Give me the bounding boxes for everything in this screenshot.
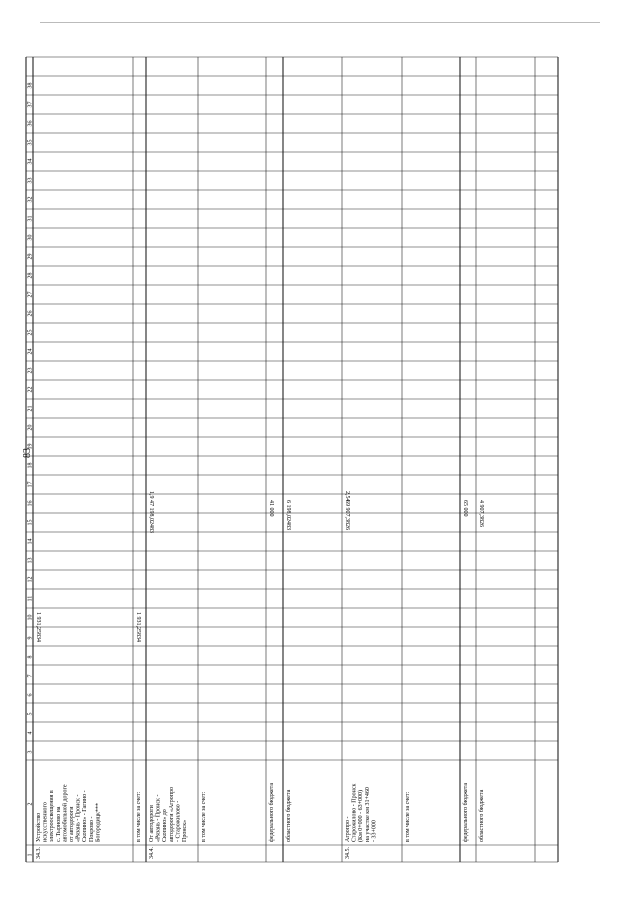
row-name-line: областного бюджета [479,789,485,842]
row-number: 34.3. [36,847,42,859]
page-number: 83 [22,448,33,458]
column-number: 28 [27,272,34,279]
column-number: 36 [27,120,34,127]
column-number: 16 [27,500,34,507]
row-name-line: - 33+000 [371,820,378,842]
column-number: 21 [27,405,34,412]
value-col16: 1,9 [148,491,154,499]
row-name-line: - Старожилово - [175,800,182,842]
column-number: 10 [27,614,34,621]
column-number: 15 [27,519,34,526]
column-number: 25 [27,329,34,336]
column-number: 34 [27,158,34,165]
row-name-line: от автодороги [69,806,75,842]
value-col9: 1 931,25834 [135,612,141,642]
column-number: 2 [27,802,34,806]
column-number: 5 [27,712,34,716]
row-name-line: От автодороги [149,805,155,842]
row-name-line: Старожилово - Пронск [351,783,358,842]
column-number: 24 [27,348,34,355]
row-name-line: электроосвещения в [49,790,56,842]
row-name-line: Скопино» - Гагино - [82,790,89,842]
column-number: 18 [27,462,34,469]
column-number: 14 [27,538,34,545]
column-number: 9 [27,636,34,640]
row-number: 34.5. [345,847,351,859]
row-name-line: (Км 0+000 - 63+000) [358,789,365,842]
row-name-line: автомобильной дороге [62,784,69,842]
value-col16: 2,54 [344,491,350,502]
column-number: 32 [27,196,34,203]
column-number: 8 [27,655,34,659]
column-number: 35 [27,139,34,146]
column-number: 27 [27,291,34,298]
row-name-line: «Рязань - Пронск - [75,794,82,842]
column-number: 29 [27,253,34,260]
value-col15: 69 907,3826 [344,500,350,530]
row-name-line: в том числе за счет: [201,791,207,842]
column-number: 31 [27,215,34,222]
row-name-line: Покрово - [88,816,95,842]
column-number: 37 [27,101,34,108]
column-number: 30 [27,234,34,241]
value-col15: 47 198,02483 [148,500,154,533]
column-number: 19 [27,443,34,450]
column-number: 3 [27,750,34,754]
row-name-line: в том числе за счет: [405,791,411,842]
value-col15: 65 000 [462,500,468,517]
column-number: 7 [27,674,34,678]
row-name-line: «Рязань - Пронск - [155,794,162,842]
column-number: 12 [27,576,34,583]
column-number: 17 [27,481,34,488]
column-number: 6 [27,693,34,697]
column-number: 4 [27,731,34,735]
column-number: 20 [27,424,34,431]
column-number: 11 [27,595,34,602]
row-number: 34.4. [149,847,155,859]
row-name-line: федерального бюджета [269,782,275,842]
row-name-line: искусственного [42,802,49,842]
column-number: 1 [27,853,34,857]
column-number: 33 [27,177,34,184]
row-name-line: Богородицк*** [95,803,102,842]
column-number: 22 [27,386,34,393]
row-name-line: Скопино» до [162,809,169,842]
row-name-line: областного бюджета [286,789,292,842]
value-col15: 41 000 [268,500,274,517]
value-col15: 6 198,02483 [285,500,291,530]
row-name-line: Агропро - [345,816,351,842]
value-col15: 4 907,3826 [478,500,484,527]
row-name-line: с. Тырново на [55,806,62,842]
value-col9: 1 931,25834 [35,612,41,642]
column-number: 38 [27,82,34,89]
row-name-line: в том числе за счет: [136,791,142,842]
row-name-line: Устройство [36,812,42,842]
row-name-line: Пронск» [182,819,188,842]
row-name-line: на участке км 31+460 [364,787,371,842]
column-number: 23 [27,367,34,374]
column-number: 26 [27,310,34,317]
column-number: 13 [27,557,34,564]
row-name-line: автодороги «Агропро [168,787,175,842]
row-name-line: федерального бюджета [463,782,469,842]
